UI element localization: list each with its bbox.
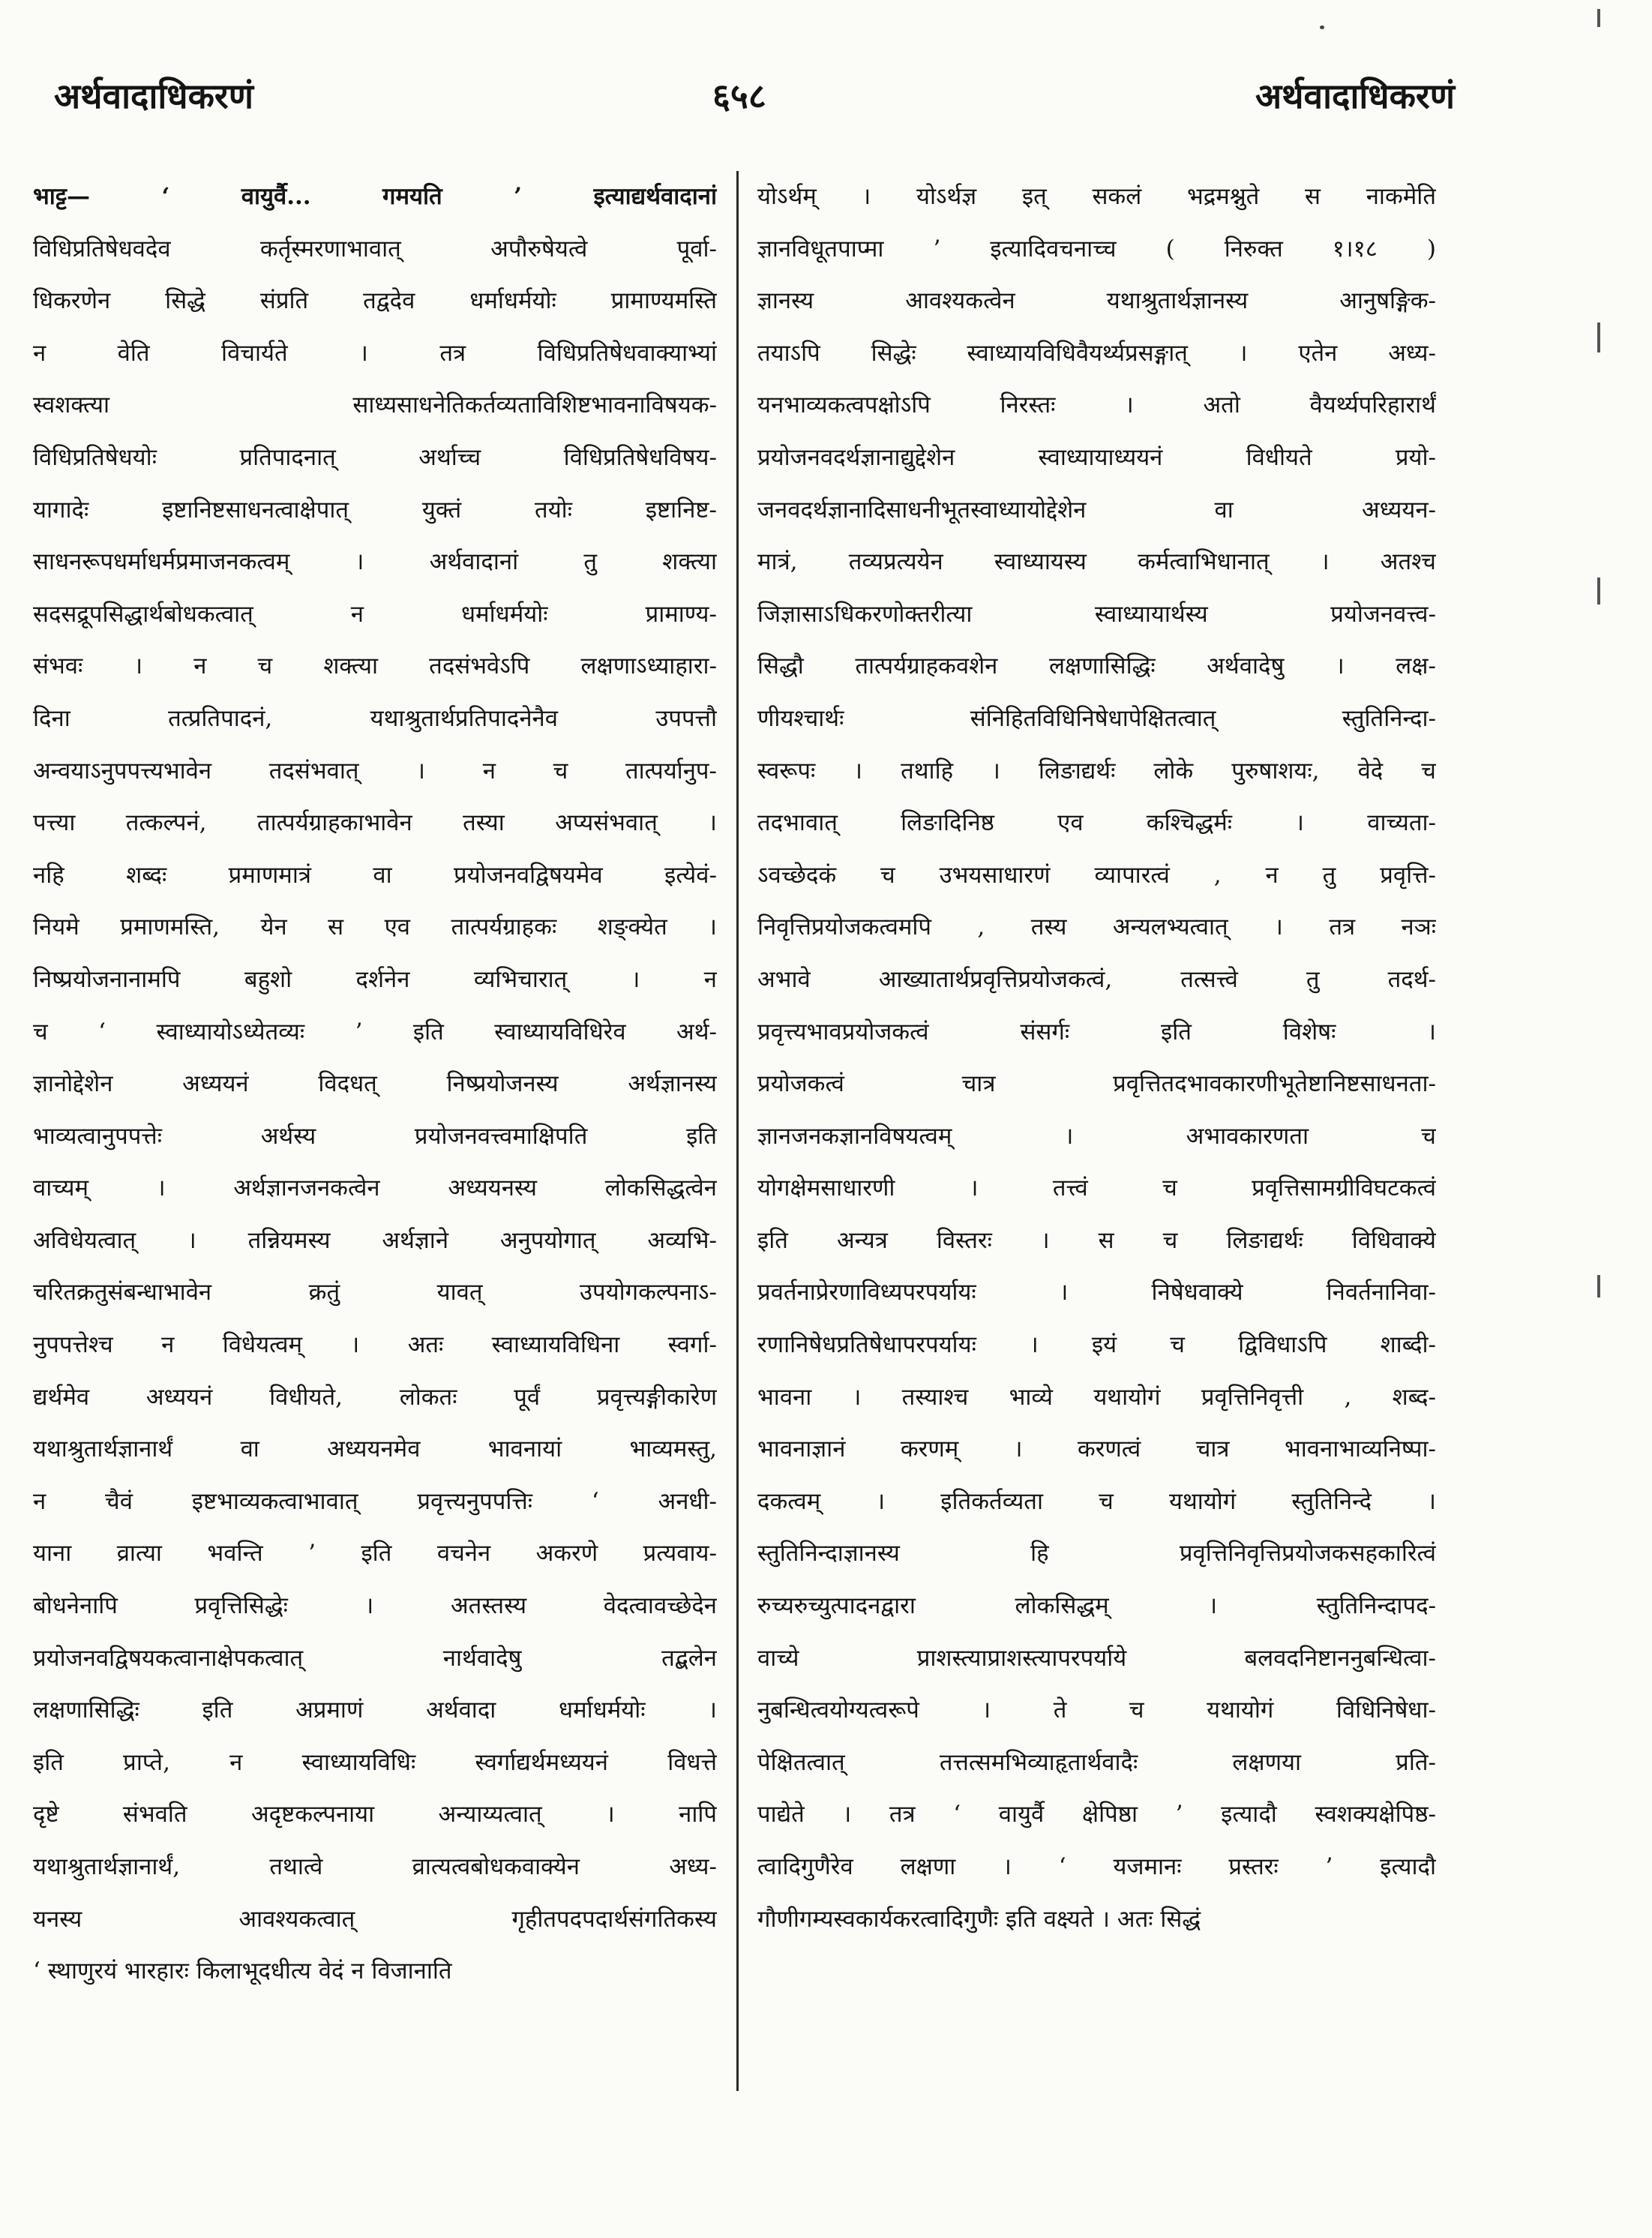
text-line: तयाऽपि सिद्धेः स्वाध्यायविधिवैयर्थ्यप्रसङ्गात् । एतेन अध्य- (757, 339, 1436, 367)
text-line: पाद्येते । तत्र ‘ वायुर्वै क्षेपिष्ठा ’ इत्यादौ स्वशक्यक्षेपिष्ठ- (757, 1801, 1436, 1828)
text-line: ‘ स्थाणुरयं भारहारः किलाभूदधीत्य वेदं न विजानाति (33, 1958, 452, 1985)
text-line: मात्रं, तव्यप्रत्ययेन स्वाध्यायस्य कर्मत्वाभिधानात् । अतश्च (757, 548, 1436, 576)
column-divider (736, 171, 739, 2091)
text-line: गौणीगम्यस्वकार्यकरत्वादिगुणैः इति वक्ष्यते । अतः सिद्धं (757, 1905, 1201, 1933)
text-line: लक्षणासिद्धिः इति अप्रमाणं अर्थवादा धर्माधर्मयोः । (33, 1696, 717, 1724)
text-line: णीयश्चार्थः संनिहितविधिनिषेधापेक्षितत्वात् स्तुतिनिन्दा- (757, 704, 1436, 732)
text-line: ज्ञानजनकज्ञानविषयत्वम् । अभावकारणता च (757, 1122, 1436, 1150)
text-line: निष्प्रयोजनानामपि बहुशो दर्शनेन व्यभिचारात् । न (33, 965, 717, 993)
text-line: अन्वयाऽनुपपत्त्यभावेन तदसंभवात् । न च तात्पर्यानुप- (33, 757, 717, 784)
text-line: दिना तत्प्रतिपादनं, यथाश्रुतार्थप्रतिपादनेनैव उपपत्तौ (33, 704, 717, 732)
text-line: अविधेयत्वात् । तन्नियमस्य अर्थज्ञाने अनुपयोगात् अव्यभि- (33, 1226, 717, 1254)
right-text-column (757, 171, 1436, 2091)
text-line: च ‘ स्वाध्यायोऽध्येतव्यः ’ इति स्वाध्यायविधिरेव अर्थ- (33, 1018, 717, 1046)
text-line: प्रवृत्त्यभावप्रयोजकत्वं संसर्गः इति विशेषः । (757, 1018, 1436, 1046)
text-line: सिद्धौ तात्पर्यग्राहकवशेन लक्षणासिद्धिः अर्थवादेषु । लक्ष- (757, 652, 1436, 680)
text-line: नियमे प्रमाणमस्ति, येन स एव तात्पर्यग्राहकः शङ्क्येत । (33, 914, 717, 941)
text-line: यनस्य आवश्यकत्वात् गृहीतपदपदार्थसंगतिकस्य (33, 1905, 717, 1933)
text-line: ज्ञानस्य आवश्यकत्वेन यथाश्रुतार्थज्ञानस्य आनुषङ्गिक- (757, 287, 1436, 315)
text-line: स्वरूपः । तथाहि । लिङाद्यर्थः लोके पुरुषाशयः, वेदे च (757, 757, 1436, 784)
text-line: तदभावात् लिङादिनिष्ठ एव कश्चिद्धर्मः । वाच्यता- (757, 809, 1436, 837)
page-header (45, 72, 1455, 132)
text-line: धिकरणेन सिद्धे संप्रति तद्वदेव धर्माधर्मयोः प्रामाण्यमस्ति (33, 287, 717, 315)
text-line: भावनाज्ञानं करणम् । करणत्वं चात्र भावनाभाव्यनिष्पा- (757, 1436, 1436, 1463)
text-line: यथाश्रुतार्थज्ञानार्थं, तथात्वे व्रात्यत्वबोधकवाक्येन अध्य- (33, 1853, 717, 1880)
text-line: भाट्ट— ‘ वायुर्वै... गमयति ’ इत्याद्यर्थवादानां (33, 183, 717, 210)
text-line: प्रवर्तनाप्रेरणाविध्यपरपर्यायः । निषेधवाक्ये निवर्तनानिवा- (757, 1279, 1436, 1306)
text-line: ऽवच्छेदकं च उभयसाधारणं व्यापारत्वं , न तु प्रवृत्ति- (757, 861, 1436, 889)
running-head-right: अर्थवादाधिकरणं (1255, 76, 1455, 116)
text-line: दकत्वम् । इतिकर्तव्यता च यथायोगं स्तुतिनिन्दे । (757, 1487, 1436, 1515)
text-line: जनवदर्थज्ञानादिसाधनीभूतस्वाध्यायोद्देशेन वा अध्ययन- (757, 496, 1436, 524)
text-line: यागादेः इष्टानिष्टसाधनत्वाक्षेपात् युक्तं तयोः इष्टानिष्ट- (33, 496, 717, 524)
text-line: विधिप्रतिषेधवदेव कर्तृस्मरणाभावात् अपौरुषेयत्वे पूर्वा- (33, 235, 717, 262)
running-head-left: अर्थवादाधिकरणं (54, 76, 253, 116)
text-line: प्रयोजकत्वं चात्र प्रवृत्तितदभावकारणीभूतेष्टानिष्टसाधनता- (757, 1070, 1436, 1098)
text-line: पेक्षितत्वात् तत्तत्समभिव्याहृतार्थवादैः लक्षणया प्रति- (757, 1748, 1436, 1776)
text-line: विधिप्रतिषेधयोः प्रतिपादनात् अर्थाच्च विधिप्रतिषेधविषय- (33, 443, 717, 471)
text-line: यनभाव्यकत्वपक्षोऽपि निरस्तः । अतो वैयर्थ्यपरिहारार्थं (757, 392, 1436, 419)
text-line: वाच्यम् । अर्थज्ञानजनकत्वेन अध्ययनस्य लोकसिद्धत्वेन (33, 1174, 717, 1202)
text-line: निवृत्तिप्रयोजकत्वमपि , तस्य अन्यलभ्यत्वात् । तत्र नञः (757, 914, 1436, 941)
text-line: रणानिषेधप्रतिषेधापरपर्यायः । इयं च द्विविधाऽपि शाब्दी- (757, 1331, 1436, 1359)
text-line: चरितक्रतुसंबन्धाभावेन क्रतुं यावत् उपयोगकल्पनाऽ- (33, 1279, 717, 1306)
text-line: पत्त्या तत्कल्पनं, तात्पर्यग्राहकाभावेन तस्या अप्यसंभवात् । (33, 809, 717, 837)
text-line: सदसद्रूपसिद्धार्थबोधकत्वात् न धर्माधर्मयोः प्रामाण्य- (33, 600, 717, 628)
text-line: भावना । तस्याश्च भाव्ये यथायोगं प्रवृत्तिनिवृत्ती , शब्द- (757, 1383, 1436, 1411)
text-line: ज्ञानविधूतपाप्मा ’ इत्यादिवचनाच्च ( निरुक्त १।१८ ) (757, 235, 1436, 262)
left-text-column (33, 171, 717, 2091)
text-line: बोधनेनापि प्रवृत्तिसिद्धेः । अतस्तस्य वेदत्वावच्छेदेन (33, 1592, 717, 1620)
text-line: साधनरूपधर्माधर्मप्रमाजनकत्वम् । अर्थवादानां तु शक्त्या (33, 548, 717, 576)
text-line: न चैवं इष्टभाव्यकत्वाभावात् प्रवृत्त्यनुपपत्तिः ‘ अनधी- (33, 1487, 717, 1515)
text-line: त्वादिगुणैरेव लक्षणा । ‘ यजमानः प्रस्तरः ’ इत्यादौ (757, 1853, 1436, 1880)
text-line: न वेति विचार्यते । तत्र विधिप्रतिषेधवाक्याभ्यां (33, 339, 717, 367)
page-number: ६५८ (712, 76, 766, 116)
text-line: ज्ञानोद्देशेन अध्ययनं विदधत् निष्प्रयोजनस्य अर्थज्ञानस्य (33, 1070, 717, 1098)
text-line: स्वशक्त्या साध्यसाधनेतिकर्तव्यताविशिष्टभावनाविषयक- (33, 392, 717, 419)
text-line: प्रयोजनवद्विषयकत्वानाक्षेपकत्वात् नार्थवादेषु तद्बलेन (33, 1644, 717, 1672)
text-line: नहि शब्दः प्रमाणमात्रं वा प्रयोजनवद्विषयमेव इत्येवं- (33, 861, 717, 889)
scan-edge-mark (1597, 9, 1600, 27)
scan-edge-mark (1597, 322, 1600, 352)
text-line: दृष्टे संभवति अदृष्टकल्पनाया अन्याय्यत्वात् । नापि (33, 1801, 717, 1828)
text-line: नुबन्धित्वयोग्यत्वरूपे । ते च यथायोगं विधिनिषेधा- (757, 1696, 1436, 1724)
scan-speck (1320, 26, 1324, 29)
scan-edge-mark (1597, 1275, 1600, 1298)
text-line: भाव्यत्वानुपपत्तेः अर्थस्य प्रयोजनवत्त्वमाक्षिपति इति (33, 1122, 717, 1150)
text-line: स्तुतिनिन्दाज्ञानस्य हि प्रवृत्तिनिवृत्तिप्रयोजकसहकारित्वं (757, 1540, 1436, 1568)
text-line: याना व्रात्या भवन्ति ’ इति वचनेन अकरणे प्रत्यवाय- (33, 1540, 717, 1568)
text-line: जिज्ञासाऽधिकरणोक्तरीत्या स्वाध्यायार्थस्य प्रयोजनवत्त्व- (757, 600, 1436, 628)
text-line: यथाश्रुतार्थज्ञानार्थं वा अध्ययनमेव भावनायां भाव्यमस्तु, (33, 1436, 717, 1463)
text-line: रुच्यरुच्युत्पादनद्वारा लोकसिद्धम् । स्तुतिनिन्दापद- (757, 1592, 1436, 1620)
text-line: अभावे आख्यातार्थप्रवृत्तिप्रयोजकत्वं, तत्सत्त्वे तु तदर्थ- (757, 965, 1436, 993)
text-line: इति अन्यत्र विस्तरः । स च लिङाद्यर्थः विधिवाक्ये (757, 1226, 1436, 1254)
text-line: संभवः । न च शक्त्या तदसंभवेऽपि लक्षणाऽध्याहारा- (33, 652, 717, 680)
text-line: योगक्षेमसाधारणी । तत्त्वं च प्रवृत्तिसामग्रीविघटकत्वं (757, 1174, 1436, 1202)
text-line: वाच्ये प्राशस्त्याप्राशस्त्यापरपर्याये बलवदनिष्टाननुबन्धित्वा- (757, 1644, 1436, 1672)
text-line: योऽर्थम् । योऽर्थज्ञ इत् सकलं भद्रमश्नुते स नाकमेति (757, 183, 1436, 210)
text-line: प्रयोजनवदर्थज्ञानाद्युद्देशेन स्वाध्यायाध्ययनं विधीयते प्रयो- (757, 443, 1436, 471)
text-line: नुपपत्तेश्च न विधेयत्वम् । अतः स्वाध्यायविधिना स्वर्गा- (33, 1331, 717, 1359)
text-line: इति प्राप्ते, न स्वाध्यायविधिः स्वर्गाद्यर्थमध्ययनं विधत्ते (33, 1748, 717, 1776)
scan-edge-mark (1597, 578, 1600, 604)
text-line: द्यर्थमेव अध्ययनं विधीयते, लोकतः पूर्वं प्रवृत्त्यङ्गीकारेण (33, 1383, 717, 1411)
